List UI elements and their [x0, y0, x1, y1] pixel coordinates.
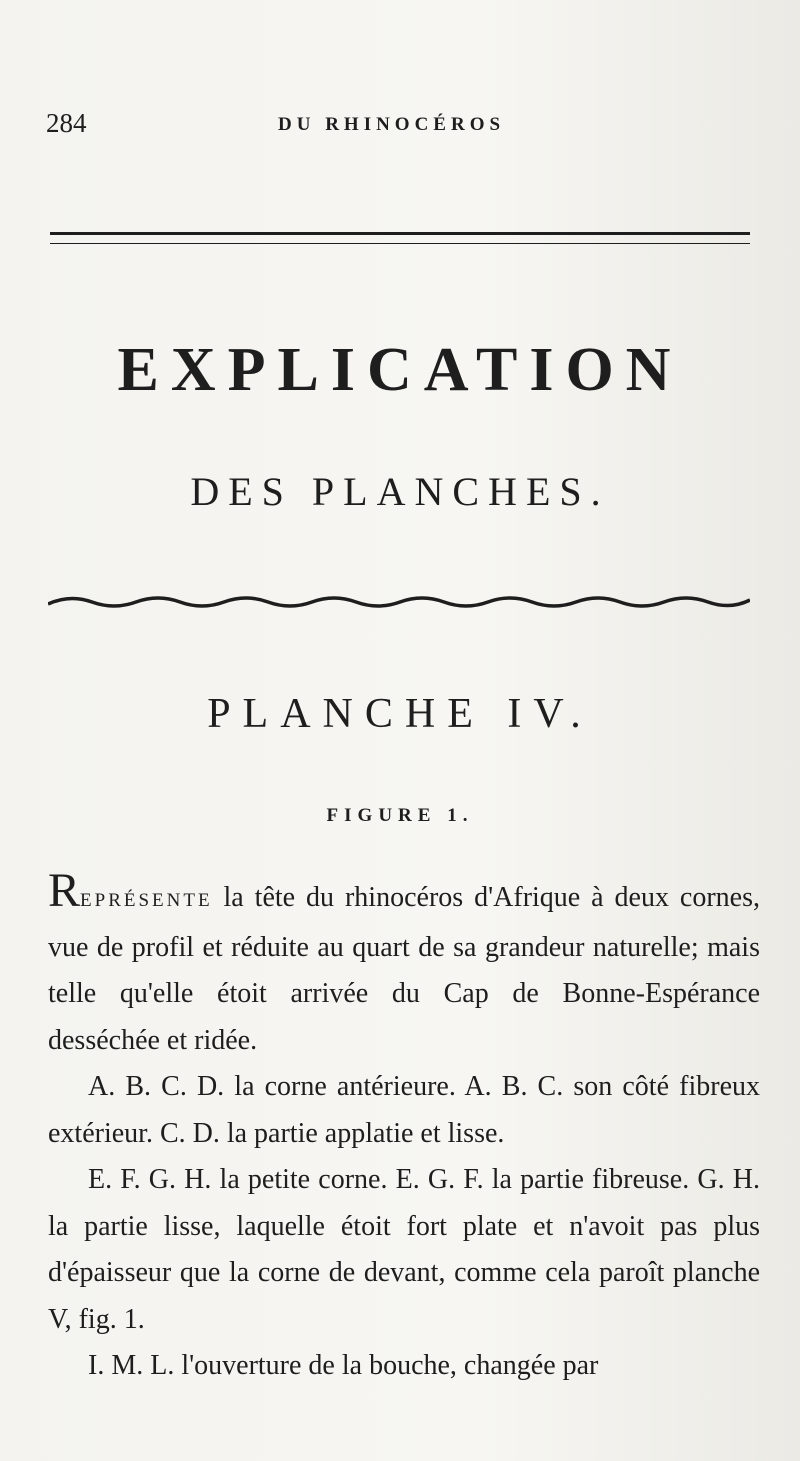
- paragraph-3: E. F. G. H. la petite corne. E. G. F. la partie fibreuse. G. H. la partie lisse, laquelle étoit fort plate et n'avoit pas plus d'épaisseur que la corne de devant, comme cela paroît planche V, fig. 1.: [48, 1164, 760, 1335]
- figure-title: FIGURE 1.: [326, 805, 474, 826]
- small-caps-word: EPRÉSENTE: [80, 890, 213, 911]
- page-header: [46, 108, 750, 148]
- page-number: 284: [46, 108, 87, 138]
- double-rule-divider: [50, 232, 750, 244]
- paragraph-1: [48, 864, 760, 1064]
- paragraph-2: A. B. C. D. la corne antérieure. A. B. C. son côté fibreux extérieur. C. D. la partie applatie et lisse.: [48, 1071, 760, 1149]
- section-title: EXPLICATION: [117, 336, 683, 404]
- wavy-rule-divider: [48, 590, 750, 614]
- plate-title: PLANCHE IV.: [207, 691, 593, 737]
- paragraph-4: I. M. L. l'ouverture de la bouche, changée par: [88, 1350, 599, 1381]
- section-subtitle: DES PLANCHES.: [190, 469, 610, 514]
- paragraph-1-text: la tête du rhinocéros d'Afrique à deux cornes, vue de profil et réduite au quart de sa grandeur naturelle; mais telle qu'elle étoit arrivée du Cap de Bonne-Espérance desséchée et ridée.: [48, 882, 760, 1056]
- running-head: DU RHINOCÉROS: [278, 114, 506, 135]
- drop-cap: R: [48, 864, 81, 917]
- body-text: [48, 864, 760, 1390]
